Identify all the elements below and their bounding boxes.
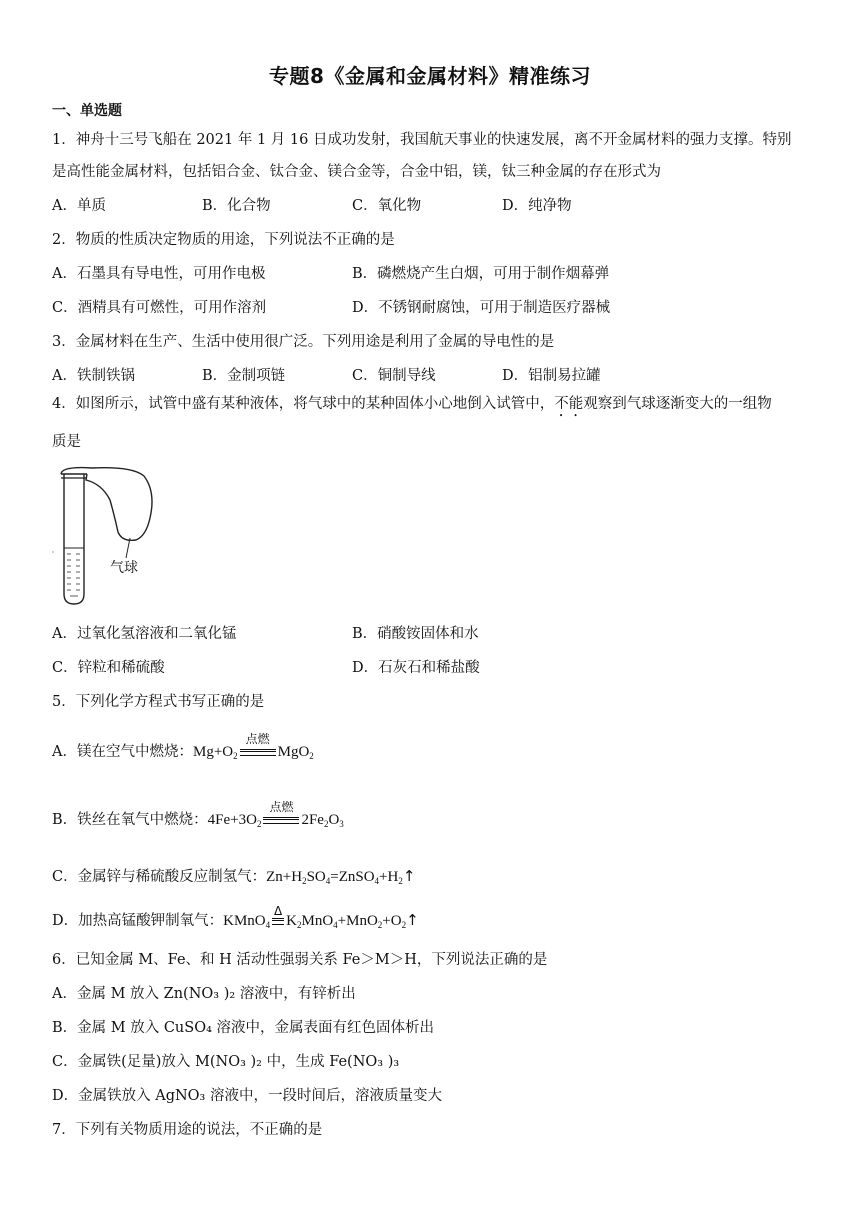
q5-option-b-label: B．铁丝在氧气中燃烧： bbox=[52, 812, 208, 828]
q3-stem: 3．金属材料在生产、生活中使用很广泛。下列用途是利用了金属的导电性的是 bbox=[52, 334, 555, 350]
q4-option-a: A．过氧化氢溶液和二氧化锰 bbox=[52, 626, 237, 642]
q5-option-a-label: A．镁在空气中燃烧： bbox=[52, 744, 193, 760]
q4-stem-line1 bbox=[52, 394, 772, 420]
condition-label: 点燃 bbox=[245, 731, 270, 746]
q5-option-a bbox=[52, 731, 314, 766]
q6-option-d: D．金属铁放入 AgNO₃ 溶液中，一段时间后，溶液质量变大 bbox=[52, 1088, 442, 1104]
q1-option-b: B．化合物 bbox=[202, 198, 271, 214]
q4-option-b: B．硝酸铵固体和水 bbox=[352, 626, 479, 642]
q5-stem: 5．下列化学方程式书写正确的是 bbox=[52, 694, 265, 710]
q3-option-d: D．铝制易拉罐 bbox=[502, 368, 601, 384]
q1-option-d: D．纯净物 bbox=[502, 198, 572, 214]
q1-stem-line2: 是高性能金属材料，包括铝合金、钛合金、镁合金等，合金中铝，镁，钛三种金属的存在形式为 bbox=[52, 164, 661, 180]
test-tube-balloon-figure bbox=[52, 462, 182, 616]
q1-option-c: C．氧化物 bbox=[352, 198, 422, 214]
q5-option-c bbox=[52, 866, 415, 891]
q3-option-c: C．铜制导线 bbox=[352, 368, 436, 384]
q4-stem-emphasis: 不能 bbox=[554, 396, 584, 412]
q4-option-d: D．石灰石和稀盐酸 bbox=[352, 660, 480, 676]
q4-option-c: C．锌粒和稀硫酸 bbox=[52, 660, 165, 676]
condition-label: 点燃 bbox=[269, 799, 294, 814]
q6-option-b: B．金属 M 放入 CuSO₄ 溶液中，金属表面有红色固体析出 bbox=[52, 1020, 435, 1036]
condition-mark bbox=[272, 903, 284, 932]
gas-arrow-icon: ↑ bbox=[406, 911, 419, 929]
q1-option-a: A．单质 bbox=[52, 198, 106, 214]
q2-option-a: A．石墨具有导电性，可用作电极 bbox=[52, 266, 266, 282]
q2-option-c: C．酒精具有可燃性，可用作溶剂 bbox=[52, 300, 267, 316]
q4-stem-part-a: 4．如图所示，试管中盛有某种液体，将气球中的某种固体小心地倒入试管中， bbox=[52, 396, 555, 412]
q5-equation-d: KMnO$_4$ Δ $K_2MnO_4+MnO_2+O_2↑$ bbox=[223, 913, 419, 929]
q5-option-c-label: C．金属锌与稀硫酸反应制氢气： bbox=[52, 869, 267, 885]
q2-option-d: D．不锈钢耐腐蚀，可用于制造医疗器械 bbox=[352, 300, 611, 316]
q5-equation-a: $Mg+O_2$ 点燃 MgO$_2$ bbox=[193, 744, 314, 760]
test-tube-illustration bbox=[52, 462, 182, 612]
condition-mark bbox=[263, 799, 299, 831]
q2-stem: 2．物质的性质决定物质的用途，下列说法不正确的是 bbox=[52, 232, 395, 248]
q5-equation-b: $4Fe+3O_2$ 点燃 $2Fe_2O_3$ bbox=[208, 812, 344, 828]
q7-stem: 7．下列有关物质用途的说法，不正确的是 bbox=[52, 1122, 323, 1138]
balloon-label: 气球 bbox=[110, 560, 138, 576]
q1-stem-line1: 1．神舟十三号飞船在 2021 年 1 月 16 日成功发射，我国航天事业的快速发展，离不开金属材料的强力支撑。特别 bbox=[52, 132, 792, 148]
section-heading: 一、单选题 bbox=[52, 103, 122, 119]
q4-stem-part-b: 观察到气球逐渐变大的一组物 bbox=[583, 396, 772, 412]
q5-option-b bbox=[52, 799, 344, 834]
q4-stem-line2: 质是 bbox=[52, 434, 81, 450]
q6-option-a: A．金属 M 放入 Zn(NO₃ )₂ 溶液中，有锌析出 bbox=[52, 986, 356, 1002]
q5-option-d bbox=[52, 903, 419, 935]
q3-option-b: B．金制项链 bbox=[202, 368, 286, 384]
q3-option-a: A．铁制铁锅 bbox=[52, 368, 135, 384]
q5-equation-c: $Zn+H_2SO_4=ZnSO_4+H_2↑$ bbox=[266, 867, 416, 886]
q6-stem: 6．已知金属 M、Fe、和 H 活动性强弱关系 Fe＞M＞H，下列说法正确的是 bbox=[52, 952, 548, 968]
condition-mark bbox=[240, 731, 276, 763]
gas-arrow-icon: ↑ bbox=[402, 867, 416, 885]
page-title: 专题8《金属和金属材料》精准练习 bbox=[269, 64, 591, 88]
condition-label: Δ bbox=[274, 903, 283, 918]
q5-option-d-label: D．加热高锰酸钾制氧气： bbox=[52, 913, 224, 929]
q6-option-c: C．金属铁(足量)放入 M(NO₃ )₂ 中，生成 Fe(NO₃ )₃ bbox=[52, 1054, 400, 1070]
q2-option-b: B．磷燃烧产生白烟，可用于制作烟幕弹 bbox=[352, 266, 610, 282]
